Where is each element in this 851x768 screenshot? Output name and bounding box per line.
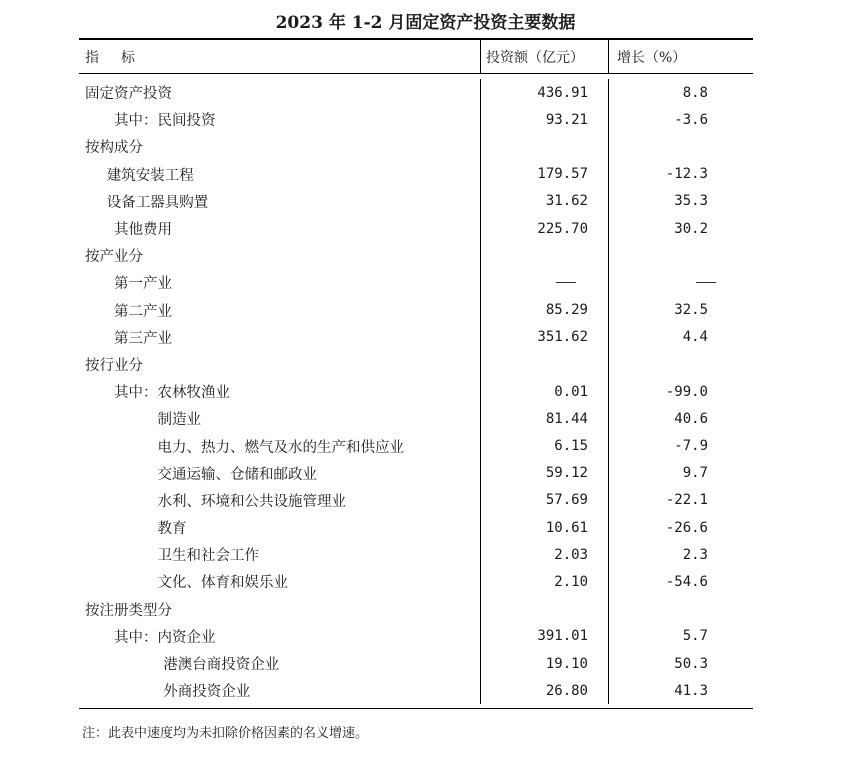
- row-indicator: [79, 571, 480, 592]
- row-indicator: [79, 517, 480, 538]
- growth-value: 32.5: [674, 302, 708, 319]
- row-indicator: [79, 381, 480, 402]
- investment-value: 351.62: [537, 329, 588, 346]
- row-growth: [608, 242, 753, 269]
- row-indicator: [79, 191, 480, 212]
- table-row: [79, 215, 753, 242]
- not-available-dash: [556, 282, 576, 283]
- table-body: [79, 74, 753, 708]
- growth-value: -54.6: [665, 573, 708, 590]
- row-growth: [608, 541, 753, 568]
- row-indicator: [79, 245, 480, 266]
- row-investment: [480, 405, 608, 432]
- row-indicator-label: 教育: [157, 521, 187, 538]
- header-indicator: [79, 47, 480, 67]
- investment-value: 31.62: [545, 193, 588, 210]
- row-indicator: [79, 408, 480, 429]
- investment-value: 81.44: [545, 410, 588, 427]
- row-indicator-label: 固定资产投资: [85, 86, 172, 103]
- row-growth: [608, 79, 753, 106]
- table-row: [79, 324, 753, 351]
- growth-value: 9.7: [682, 465, 708, 482]
- row-growth: [608, 568, 753, 595]
- growth-value: -3.6: [674, 111, 708, 128]
- growth-value: -12.3: [665, 166, 708, 183]
- row-indicator-label: 港澳台商投资企业: [163, 657, 280, 674]
- row-growth: [608, 514, 753, 541]
- row-indicator-label: 外商投资企业: [163, 684, 251, 701]
- investment-value: 57.69: [545, 492, 588, 509]
- investment-value: 2.03: [554, 546, 588, 563]
- row-investment: [480, 106, 608, 133]
- row-indicator-label: 文化、体育和娱乐业: [157, 575, 288, 592]
- row-investment: [480, 188, 608, 215]
- row-investment: [480, 650, 608, 677]
- table-row: [79, 487, 753, 514]
- row-investment: [480, 161, 608, 188]
- growth-value: 8.8: [682, 84, 708, 101]
- table-row: [79, 79, 753, 106]
- row-growth: [608, 297, 753, 324]
- table-row: [79, 677, 753, 704]
- row-indicator: [79, 490, 480, 511]
- row-growth: [608, 351, 753, 378]
- header-growth: 增长（%）: [608, 40, 753, 73]
- row-investment: [480, 432, 608, 459]
- row-indicator-label: 按行业分: [85, 357, 143, 374]
- table-row: [79, 297, 753, 324]
- row-growth: [608, 432, 753, 459]
- row-growth: [608, 133, 753, 160]
- row-growth: [608, 650, 753, 677]
- row-growth: [608, 215, 753, 242]
- investment-value: 0.01: [554, 383, 588, 400]
- table-row: [79, 405, 753, 432]
- row-investment: [480, 269, 608, 296]
- investment-value: 225.70: [537, 220, 588, 237]
- table-row: [79, 133, 753, 160]
- table-row: [79, 351, 753, 378]
- row-indicator: [79, 327, 480, 348]
- investment-value: 19.10: [545, 655, 588, 672]
- growth-value: 50.3: [674, 655, 708, 672]
- row-indicator-label: 按产业分: [85, 249, 143, 266]
- investment-value: 179.57: [537, 166, 588, 183]
- row-investment: [480, 623, 608, 650]
- row-indicator-label: 设备工器具购置: [106, 194, 209, 211]
- row-growth: [608, 269, 753, 296]
- table-row: [79, 432, 753, 459]
- table-row: [79, 269, 753, 296]
- row-indicator-label: 第三产业: [114, 330, 172, 347]
- investment-value: 93.21: [545, 111, 588, 128]
- row-investment: [480, 677, 608, 704]
- investment-value: 436.91: [537, 84, 588, 101]
- header-investment: 投资额（亿元）: [480, 40, 608, 73]
- row-growth: [608, 378, 753, 405]
- row-indicator: [79, 109, 480, 130]
- row-investment: [480, 324, 608, 351]
- row-growth: [608, 188, 753, 215]
- row-indicator: [79, 136, 480, 157]
- row-investment: [480, 541, 608, 568]
- row-indicator-label: 制造业: [157, 412, 201, 429]
- growth-value: -7.9: [674, 438, 708, 455]
- table-row: [79, 106, 753, 133]
- row-investment: [480, 297, 608, 324]
- table-row: [79, 596, 753, 623]
- row-indicator-label: 其他费用: [114, 222, 172, 239]
- growth-value: 40.6: [674, 410, 708, 427]
- table-row: [79, 460, 753, 487]
- not-available-dash: [696, 282, 716, 283]
- row-indicator: [79, 218, 480, 239]
- investment-value: 2.10: [554, 573, 588, 590]
- table-header: [79, 40, 753, 74]
- header-indicator-left: 指: [85, 49, 99, 66]
- row-indicator-label: 其中：内资企业: [114, 629, 216, 646]
- row-indicator: [79, 599, 480, 620]
- growth-value: 4.4: [682, 329, 708, 346]
- row-investment: [480, 487, 608, 514]
- row-indicator: [79, 436, 480, 457]
- table-row: [79, 568, 753, 595]
- table-row: [79, 650, 753, 677]
- table-row: [79, 541, 753, 568]
- growth-value: -26.6: [665, 519, 708, 536]
- row-growth: [608, 324, 753, 351]
- footnote: 注：此表中速度均为未扣除价格因素的名义增速。: [82, 726, 369, 741]
- row-indicator-label: 按构成分: [85, 140, 143, 157]
- table-row: [79, 242, 753, 269]
- header-indicator-right: 标: [121, 49, 135, 66]
- row-growth: [608, 460, 753, 487]
- row-indicator: [79, 544, 480, 565]
- row-indicator-label: 电力、热力、燃气及水的生产和供应业: [157, 439, 404, 456]
- row-indicator: [79, 463, 480, 484]
- row-indicator: [79, 164, 480, 185]
- row-indicator-label: 其中：民间投资: [114, 113, 216, 130]
- investment-value: 26.80: [545, 682, 588, 699]
- row-investment: [480, 351, 608, 378]
- row-investment: [480, 514, 608, 541]
- growth-value: -22.1: [665, 492, 708, 509]
- growth-value: 2.3: [682, 546, 708, 563]
- row-growth: [608, 596, 753, 623]
- row-growth: [608, 161, 753, 188]
- row-indicator-label: 其中：农林牧渔业: [114, 385, 230, 402]
- row-investment: [480, 242, 608, 269]
- row-indicator: [79, 82, 480, 103]
- row-indicator: [79, 626, 480, 647]
- row-indicator-label: 卫生和社会工作: [157, 548, 259, 565]
- investment-value: 59.12: [545, 465, 588, 482]
- table-row: [79, 514, 753, 541]
- row-investment: [480, 460, 608, 487]
- investment-value: 85.29: [545, 302, 588, 319]
- growth-value: 41.3: [674, 682, 708, 699]
- row-investment: [480, 596, 608, 623]
- row-investment: [480, 568, 608, 595]
- row-growth: [608, 623, 753, 650]
- row-indicator-label: 第一产业: [114, 276, 172, 293]
- growth-value: 5.7: [682, 628, 708, 645]
- row-indicator: [79, 680, 480, 701]
- table-row: [79, 378, 753, 405]
- row-indicator: [79, 300, 480, 321]
- page-title: 2023 年 1-2 月固定资产投资主要数据: [275, 13, 576, 33]
- row-indicator: [79, 653, 480, 674]
- row-indicator: [79, 354, 480, 375]
- row-indicator-label: 按注册类型分: [85, 602, 172, 619]
- investment-value: 6.15: [554, 438, 588, 455]
- growth-value: 30.2: [674, 220, 708, 237]
- row-indicator-label: 水利、环境和公共设施管理业: [157, 493, 346, 510]
- row-investment: [480, 215, 608, 242]
- row-indicator-label: 第二产业: [114, 303, 172, 320]
- row-indicator: [79, 272, 480, 293]
- row-growth: [608, 106, 753, 133]
- row-investment: [480, 378, 608, 405]
- investment-value: 10.61: [545, 519, 588, 536]
- row-growth: [608, 487, 753, 514]
- row-growth: [608, 405, 753, 432]
- growth-value: -99.0: [665, 383, 708, 400]
- row-indicator-label: 建筑安装工程: [106, 167, 194, 184]
- row-growth: [608, 677, 753, 704]
- growth-value: 35.3: [674, 193, 708, 210]
- investment-value: 391.01: [537, 628, 588, 645]
- row-investment: [480, 79, 608, 106]
- table-row: [79, 623, 753, 650]
- row-investment: [480, 133, 608, 160]
- data-table: [79, 38, 753, 709]
- row-indicator-label: 交通运输、仓储和邮政业: [157, 466, 317, 483]
- table-row: [79, 188, 753, 215]
- table-row: [79, 161, 753, 188]
